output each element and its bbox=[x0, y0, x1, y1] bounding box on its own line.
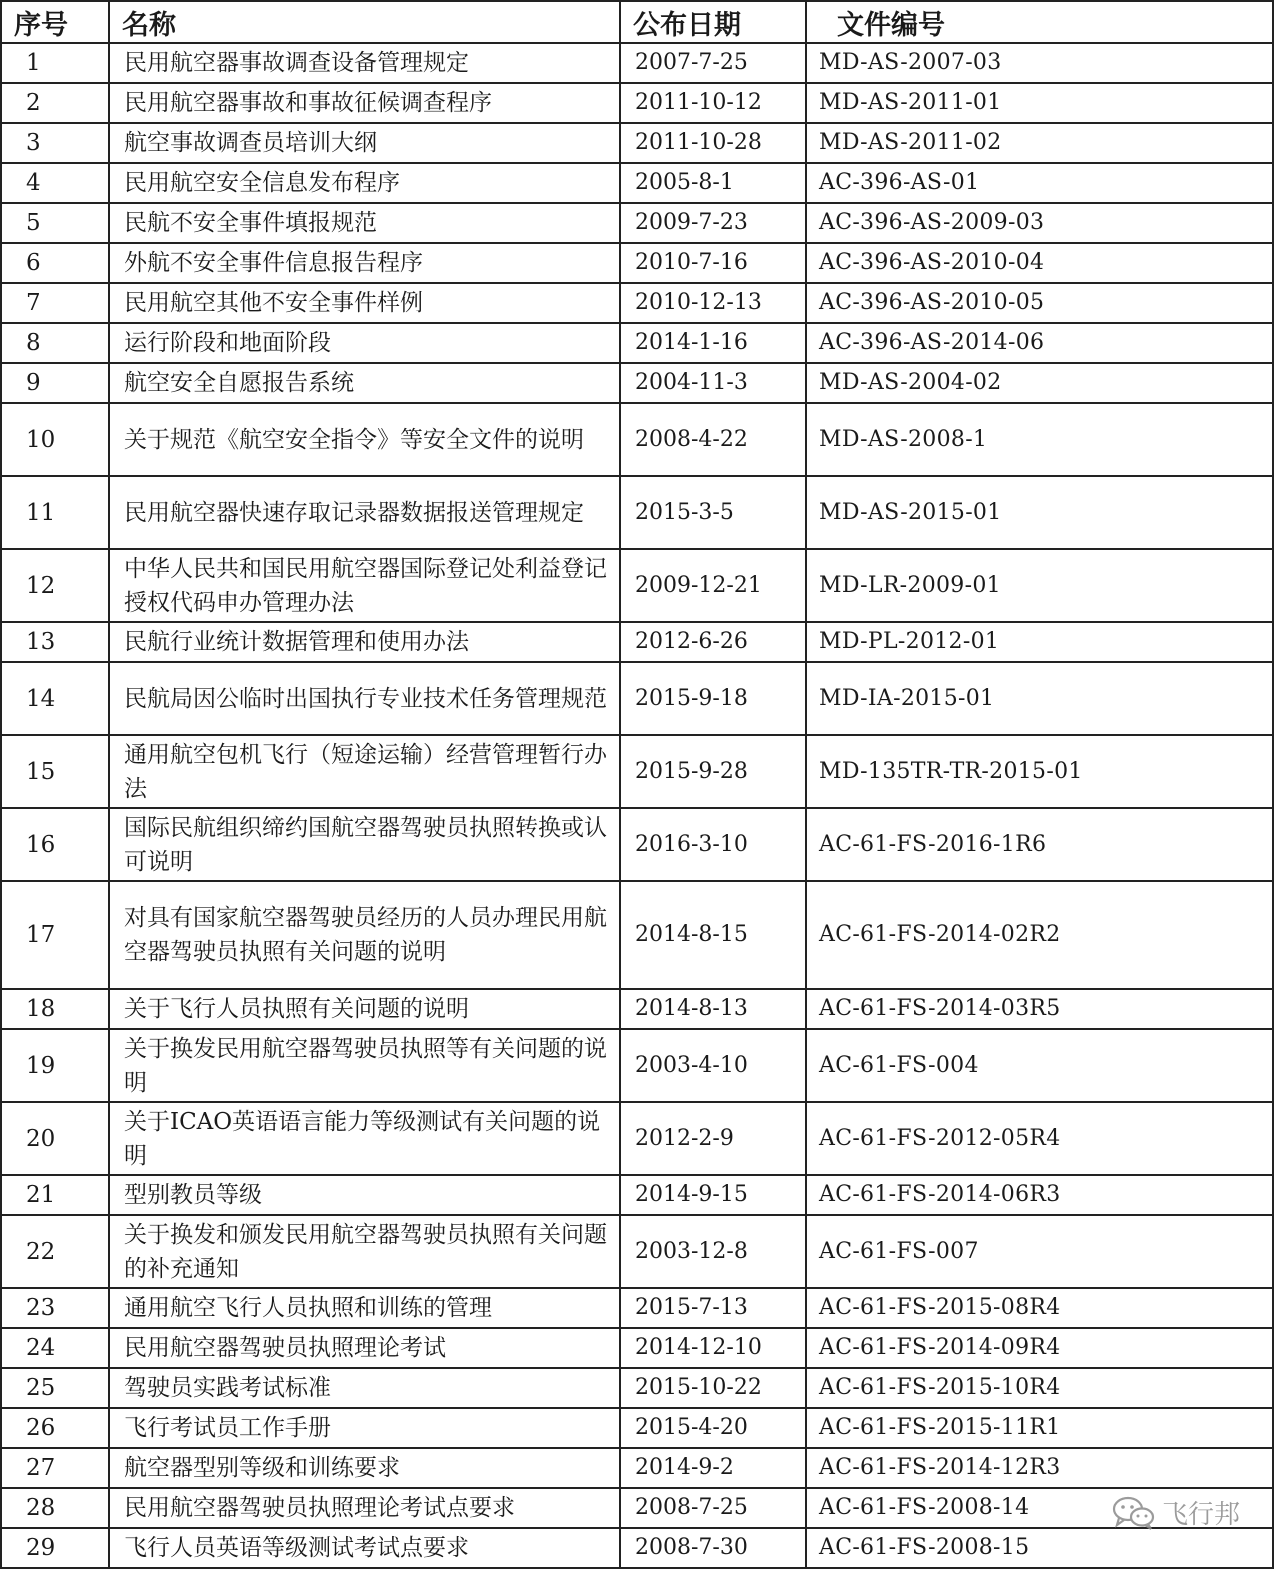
row-code: AC-396-AS-2014-06 bbox=[806, 323, 1273, 363]
row-num: 13 bbox=[1, 622, 109, 662]
row-num: 2 bbox=[1, 83, 109, 123]
row-name: 民航不安全事件填报规范 bbox=[109, 203, 620, 243]
row-date: 2009-12-21 bbox=[620, 549, 806, 622]
row-num: 12 bbox=[1, 549, 109, 622]
header-date: 公布日期 bbox=[620, 1, 806, 43]
row-num: 21 bbox=[1, 1175, 109, 1215]
row-num: 4 bbox=[1, 163, 109, 203]
table-row bbox=[1, 1175, 1273, 1215]
header-code: 文件编号 bbox=[806, 1, 1273, 43]
table-row bbox=[1, 1288, 1273, 1328]
row-date: 2014-1-16 bbox=[620, 323, 806, 363]
row-code: MD-PL-2012-01 bbox=[806, 622, 1273, 662]
row-name: 关于换发和颁发民用航空器驾驶员执照有关问题的补充通知 bbox=[109, 1215, 620, 1288]
table-body bbox=[1, 43, 1273, 1568]
row-name: 通用航空飞行人员执照和训练的管理 bbox=[109, 1288, 620, 1328]
row-date: 2004-11-3 bbox=[620, 363, 806, 403]
row-date: 2011-10-12 bbox=[620, 83, 806, 123]
table-row bbox=[1, 1408, 1273, 1448]
row-num: 14 bbox=[1, 662, 109, 735]
row-code: MD-IA-2015-01 bbox=[806, 662, 1273, 735]
row-num: 24 bbox=[1, 1328, 109, 1368]
row-name: 飞行人员英语等级测试考试点要求 bbox=[109, 1528, 620, 1568]
row-date: 2015-10-22 bbox=[620, 1368, 806, 1408]
table-row bbox=[1, 83, 1273, 123]
row-code: AC-61-FS-2014-03R5 bbox=[806, 989, 1273, 1029]
row-name: 飞行考试员工作手册 bbox=[109, 1408, 620, 1448]
table-row bbox=[1, 123, 1273, 163]
row-code: MD-AS-2011-02 bbox=[806, 123, 1273, 163]
table-row bbox=[1, 549, 1273, 622]
row-date: 2016-3-10 bbox=[620, 808, 806, 881]
table-row bbox=[1, 881, 1273, 989]
row-date: 2014-9-15 bbox=[620, 1175, 806, 1215]
row-name: 关于换发民用航空器驾驶员执照等有关问题的说明 bbox=[109, 1029, 620, 1102]
row-name: 航空事故调查员培训大纲 bbox=[109, 123, 620, 163]
row-date: 2012-6-26 bbox=[620, 622, 806, 662]
header-name: 名称 bbox=[109, 1, 620, 43]
table-row bbox=[1, 662, 1273, 735]
row-date: 2011-10-28 bbox=[620, 123, 806, 163]
row-date: 2008-4-22 bbox=[620, 403, 806, 476]
table-row bbox=[1, 1488, 1273, 1528]
row-date: 2008-7-25 bbox=[620, 1488, 806, 1528]
row-date: 2015-3-5 bbox=[620, 476, 806, 549]
row-code: AC-61-FS-2014-06R3 bbox=[806, 1175, 1273, 1215]
row-date: 2014-8-15 bbox=[620, 881, 806, 989]
row-num: 5 bbox=[1, 203, 109, 243]
row-name: 国际民航组织缔约国航空器驾驶员执照转换或认可说明 bbox=[109, 808, 620, 881]
row-num: 18 bbox=[1, 989, 109, 1029]
row-name: 关于规范《航空安全指令》等安全文件的说明 bbox=[109, 403, 620, 476]
row-num: 7 bbox=[1, 283, 109, 323]
row-name: 中华人民共和国民用航空器国际登记处利益登记授权代码申办管理办法 bbox=[109, 549, 620, 622]
row-date: 2015-9-28 bbox=[620, 735, 806, 808]
row-num: 9 bbox=[1, 363, 109, 403]
row-name: 民航行业统计数据管理和使用办法 bbox=[109, 622, 620, 662]
row-code: AC-61-FS-2014-09R4 bbox=[806, 1328, 1273, 1368]
row-num: 17 bbox=[1, 881, 109, 989]
row-code: AC-396-AS-2010-04 bbox=[806, 243, 1273, 283]
row-name: 民航局因公临时出国执行专业技术任务管理规范 bbox=[109, 662, 620, 735]
watermark bbox=[1112, 1494, 1240, 1531]
table-row bbox=[1, 1448, 1273, 1488]
row-code: AC-396-AS-2010-05 bbox=[806, 283, 1273, 323]
row-num: 15 bbox=[1, 735, 109, 808]
row-code: MD-AS-2011-01 bbox=[806, 83, 1273, 123]
table-row bbox=[1, 243, 1273, 283]
row-date: 2010-7-16 bbox=[620, 243, 806, 283]
row-code: MD-AS-2008-1 bbox=[806, 403, 1273, 476]
row-code: AC-61-FS-2012-05R4 bbox=[806, 1102, 1273, 1175]
row-num: 3 bbox=[1, 123, 109, 163]
table-row bbox=[1, 476, 1273, 549]
row-date: 2014-9-2 bbox=[620, 1448, 806, 1488]
table-row bbox=[1, 323, 1273, 363]
row-date: 2015-9-18 bbox=[620, 662, 806, 735]
row-code: AC-61-FS-007 bbox=[806, 1215, 1273, 1288]
row-code: AC-61-FS-2015-08R4 bbox=[806, 1288, 1273, 1328]
table-row bbox=[1, 43, 1273, 83]
table-header bbox=[1, 1, 1273, 43]
row-name: 民用航空其他不安全事件样例 bbox=[109, 283, 620, 323]
table-row bbox=[1, 203, 1273, 243]
row-num: 20 bbox=[1, 1102, 109, 1175]
row-num: 8 bbox=[1, 323, 109, 363]
row-date: 2012-2-9 bbox=[620, 1102, 806, 1175]
row-name: 通用航空包机飞行（短途运输）经营管理暂行办法 bbox=[109, 735, 620, 808]
table-row bbox=[1, 989, 1273, 1029]
watermark-text: 飞行邦 bbox=[1161, 1500, 1240, 1530]
row-num: 25 bbox=[1, 1368, 109, 1408]
row-name: 航空器型别等级和训练要求 bbox=[109, 1448, 620, 1488]
table-row bbox=[1, 403, 1273, 476]
row-name: 民用航空器驾驶员执照理论考试 bbox=[109, 1328, 620, 1368]
row-code: AC-61-FS-004 bbox=[806, 1029, 1273, 1102]
row-date: 2007-7-25 bbox=[620, 43, 806, 83]
row-num: 29 bbox=[1, 1528, 109, 1568]
row-num: 1 bbox=[1, 43, 109, 83]
row-code: AC-61-FS-2014-02R2 bbox=[806, 881, 1273, 989]
row-name: 型别教员等级 bbox=[109, 1175, 620, 1215]
row-num: 11 bbox=[1, 476, 109, 549]
wechat-icon bbox=[1112, 1495, 1156, 1531]
row-date: 2003-4-10 bbox=[620, 1029, 806, 1102]
table-row bbox=[1, 735, 1273, 808]
row-code: AC-61-FS-2015-10R4 bbox=[806, 1368, 1273, 1408]
row-code: MD-AS-2004-02 bbox=[806, 363, 1273, 403]
row-code: AC-61-FS-2016-1R6 bbox=[806, 808, 1273, 881]
row-name: 民用航空器快速存取记录器数据报送管理规定 bbox=[109, 476, 620, 549]
row-name: 航空安全自愿报告系统 bbox=[109, 363, 620, 403]
row-date: 2003-12-8 bbox=[620, 1215, 806, 1288]
table-row bbox=[1, 283, 1273, 323]
row-code: MD-LR-2009-01 bbox=[806, 549, 1273, 622]
table-row bbox=[1, 1029, 1273, 1102]
table-row bbox=[1, 1368, 1273, 1408]
row-code: AC-61-FS-2008-15 bbox=[806, 1528, 1273, 1568]
row-date: 2015-7-13 bbox=[620, 1288, 806, 1328]
row-code: AC-61-FS-2015-11R1 bbox=[806, 1408, 1273, 1448]
row-num: 23 bbox=[1, 1288, 109, 1328]
row-num: 6 bbox=[1, 243, 109, 283]
row-date: 2014-12-10 bbox=[620, 1328, 806, 1368]
table-row bbox=[1, 808, 1273, 881]
row-name: 民用航空器驾驶员执照理论考试点要求 bbox=[109, 1488, 620, 1528]
row-num: 27 bbox=[1, 1448, 109, 1488]
row-date: 2008-7-30 bbox=[620, 1528, 806, 1568]
row-date: 2014-8-13 bbox=[620, 989, 806, 1029]
row-name: 民用航空器事故调查设备管理规定 bbox=[109, 43, 620, 83]
table-row bbox=[1, 363, 1273, 403]
row-name: 民用航空安全信息发布程序 bbox=[109, 163, 620, 203]
row-name: 关于飞行人员执照有关问题的说明 bbox=[109, 989, 620, 1029]
row-code: AC-61-FS-2008-14 bbox=[806, 1488, 1273, 1528]
row-code: MD-135TR-TR-2015-01 bbox=[806, 735, 1273, 808]
row-name: 驾驶员实践考试标准 bbox=[109, 1368, 620, 1408]
row-name: 外航不安全事件信息报告程序 bbox=[109, 243, 620, 283]
table-row bbox=[1, 1215, 1273, 1288]
row-num: 19 bbox=[1, 1029, 109, 1102]
row-code: MD-AS-2015-01 bbox=[806, 476, 1273, 549]
row-code: MD-AS-2007-03 bbox=[806, 43, 1273, 83]
table-row bbox=[1, 1102, 1273, 1175]
row-code: AC-61-FS-2014-12R3 bbox=[806, 1448, 1273, 1488]
table-row bbox=[1, 1528, 1273, 1568]
row-date: 2010-12-13 bbox=[620, 283, 806, 323]
row-num: 10 bbox=[1, 403, 109, 476]
row-num: 22 bbox=[1, 1215, 109, 1288]
table-row bbox=[1, 1328, 1273, 1368]
table-row bbox=[1, 622, 1273, 662]
row-name: 对具有国家航空器驾驶员经历的人员办理民用航空器驾驶员执照有关问题的说明 bbox=[109, 881, 620, 989]
row-code: AC-396-AS-2009-03 bbox=[806, 203, 1273, 243]
row-name: 关于ICAO英语语言能力等级测试有关问题的说明 bbox=[109, 1102, 620, 1175]
row-num: 26 bbox=[1, 1408, 109, 1448]
row-name: 民用航空器事故和事故征候调查程序 bbox=[109, 83, 620, 123]
row-date: 2015-4-20 bbox=[620, 1408, 806, 1448]
table-row bbox=[1, 163, 1273, 203]
row-code: AC-396-AS-01 bbox=[806, 163, 1273, 203]
row-name: 运行阶段和地面阶段 bbox=[109, 323, 620, 363]
row-date: 2005-8-1 bbox=[620, 163, 806, 203]
row-date: 2009-7-23 bbox=[620, 203, 806, 243]
row-num: 28 bbox=[1, 1488, 109, 1528]
row-num: 16 bbox=[1, 808, 109, 881]
header-num: 序号 bbox=[1, 1, 109, 43]
